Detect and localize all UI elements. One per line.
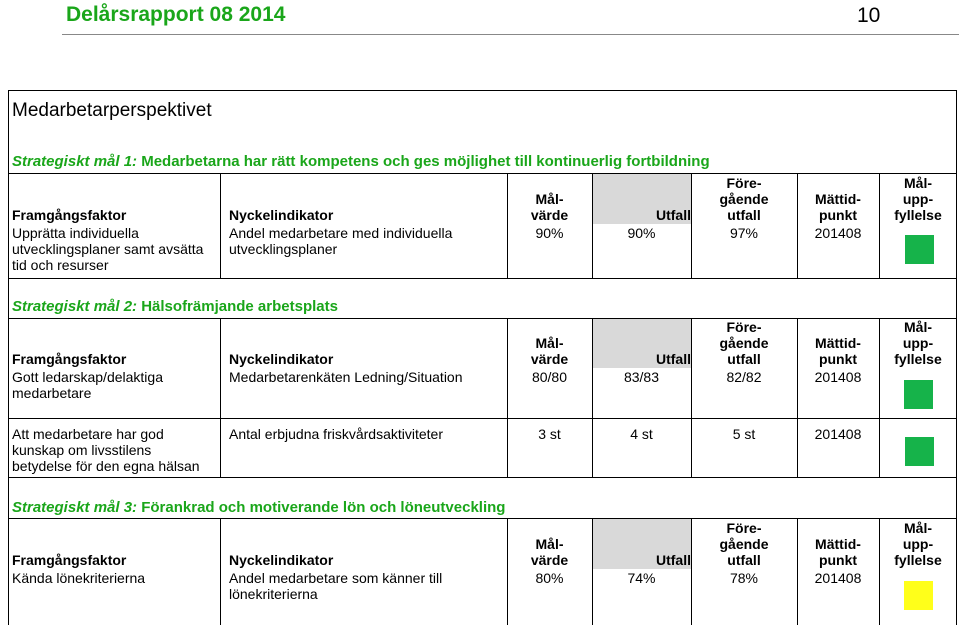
row-previous: 82/82: [726, 369, 762, 385]
goal-1-text: Medarbetarna har rätt kompetens och ges möjlighet till kontinuerlig fortbildning: [141, 153, 710, 170]
table-1-top-rule: [8, 173, 957, 174]
goal-1-heading: [12, 153, 710, 170]
header-indicator: Nyckelindikator: [229, 552, 334, 568]
header-outcome: Utfall: [656, 207, 691, 223]
row-target: 90%: [535, 225, 564, 241]
row-outcome: 74%: [627, 570, 656, 586]
row-factor: Gott ledarskap/delaktiga medarbetare: [12, 369, 163, 401]
table-2-mid-rule: [8, 418, 957, 419]
header-previous: Före- gående utfall: [719, 319, 769, 367]
header-factor: Framgångsfaktor: [12, 552, 127, 568]
status-indicator-green: [905, 235, 934, 264]
table-2-divider: [592, 319, 593, 477]
perspective-title: Medarbetarperspektivet: [12, 100, 212, 121]
header-target: Mål- värde: [530, 335, 569, 367]
header-factor: Framgångsfaktor: [12, 351, 127, 367]
row-indicator: Antal erbjudna friskvårdsaktiviteter: [229, 426, 443, 442]
row-measure: 201408: [814, 426, 862, 442]
row-indicator: Andel medarbetare med individuella utvecklingsplaner: [229, 225, 453, 257]
page-header: [0, 0, 959, 32]
header-measure: Mättid- punkt: [815, 335, 861, 367]
status-indicator-green: [905, 437, 934, 466]
row-target: 80/80: [531, 369, 568, 385]
row-target: 3 st: [538, 426, 561, 442]
goal-2-label: Strategiskt mål 2:: [12, 298, 138, 315]
row-factor: Kända lönekriterierna: [12, 570, 146, 586]
row-indicator: Medarbetarenkäten Ledning/Situation: [229, 369, 463, 385]
table-2-top-rule: [8, 318, 957, 319]
header-previous: Före- gående utfall: [719, 520, 769, 568]
row-factor: Att medarbetare har god kunskap om livsstilens betydelse för den egna hälsan: [12, 426, 200, 474]
header-indicator: Nyckelindikator: [229, 351, 334, 367]
row-outcome: 83/83: [623, 369, 660, 385]
header-previous: Före- gående utfall: [719, 175, 769, 223]
goal-3-heading: [12, 499, 505, 516]
header-rule: [62, 34, 959, 35]
table-3-divider: [220, 519, 221, 625]
row-outcome: 90%: [627, 225, 656, 241]
row-indicator: Andel medarbetare som känner till lönekriterierna: [229, 570, 443, 602]
document-title: Delårsrapport 08 2014: [66, 3, 286, 26]
header-measure: Mättid- punkt: [815, 536, 861, 568]
header-measure: Mättid- punkt: [815, 191, 861, 223]
header-outcome: Utfall: [656, 351, 691, 367]
header-factor: Framgångsfaktor: [12, 207, 127, 223]
row-target: 80%: [535, 570, 564, 586]
table-1-bottom-rule: [8, 278, 957, 279]
table-1-divider: [220, 174, 221, 278]
row-outcome: 4 st: [630, 426, 653, 442]
header-fulfillment: Mål- upp- fyllelse: [894, 520, 942, 568]
header-outcome: Utfall: [656, 552, 691, 568]
row-previous: 5 st: [732, 426, 756, 442]
header-fulfillment: Mål- upp- fyllelse: [894, 319, 942, 367]
row-measure: 201408: [814, 570, 862, 586]
header-target: Mål- värde: [530, 536, 569, 568]
goal-2-text: Hälsofrämjande arbetsplats: [141, 298, 338, 315]
goal-3-label: Strategiskt mål 3:: [12, 499, 138, 516]
status-indicator-yellow: [904, 581, 933, 610]
goal-3-text: Förankrad och motiverande lön och löneutveckling: [141, 499, 506, 516]
row-previous: 97%: [729, 225, 759, 241]
table-2-divider: [220, 319, 221, 477]
page-number: 10: [857, 4, 881, 27]
goal-2-heading: [12, 298, 338, 315]
goal-1-label: Strategiskt mål 1:: [12, 153, 138, 170]
header-target: Mål- värde: [530, 191, 569, 223]
status-indicator-green: [904, 380, 933, 409]
row-measure: 201408: [814, 225, 862, 241]
row-measure: 201408: [814, 369, 862, 385]
table-2-bottom-rule: [8, 477, 957, 478]
row-previous: 78%: [729, 570, 759, 586]
header-indicator: Nyckelindikator: [229, 207, 334, 223]
row-factor: Upprätta individuella utvecklingsplaner samt avsätta tid och resurser: [12, 225, 204, 273]
table-3-top-rule: [8, 518, 957, 519]
header-fulfillment: Mål- upp- fyllelse: [894, 175, 942, 223]
